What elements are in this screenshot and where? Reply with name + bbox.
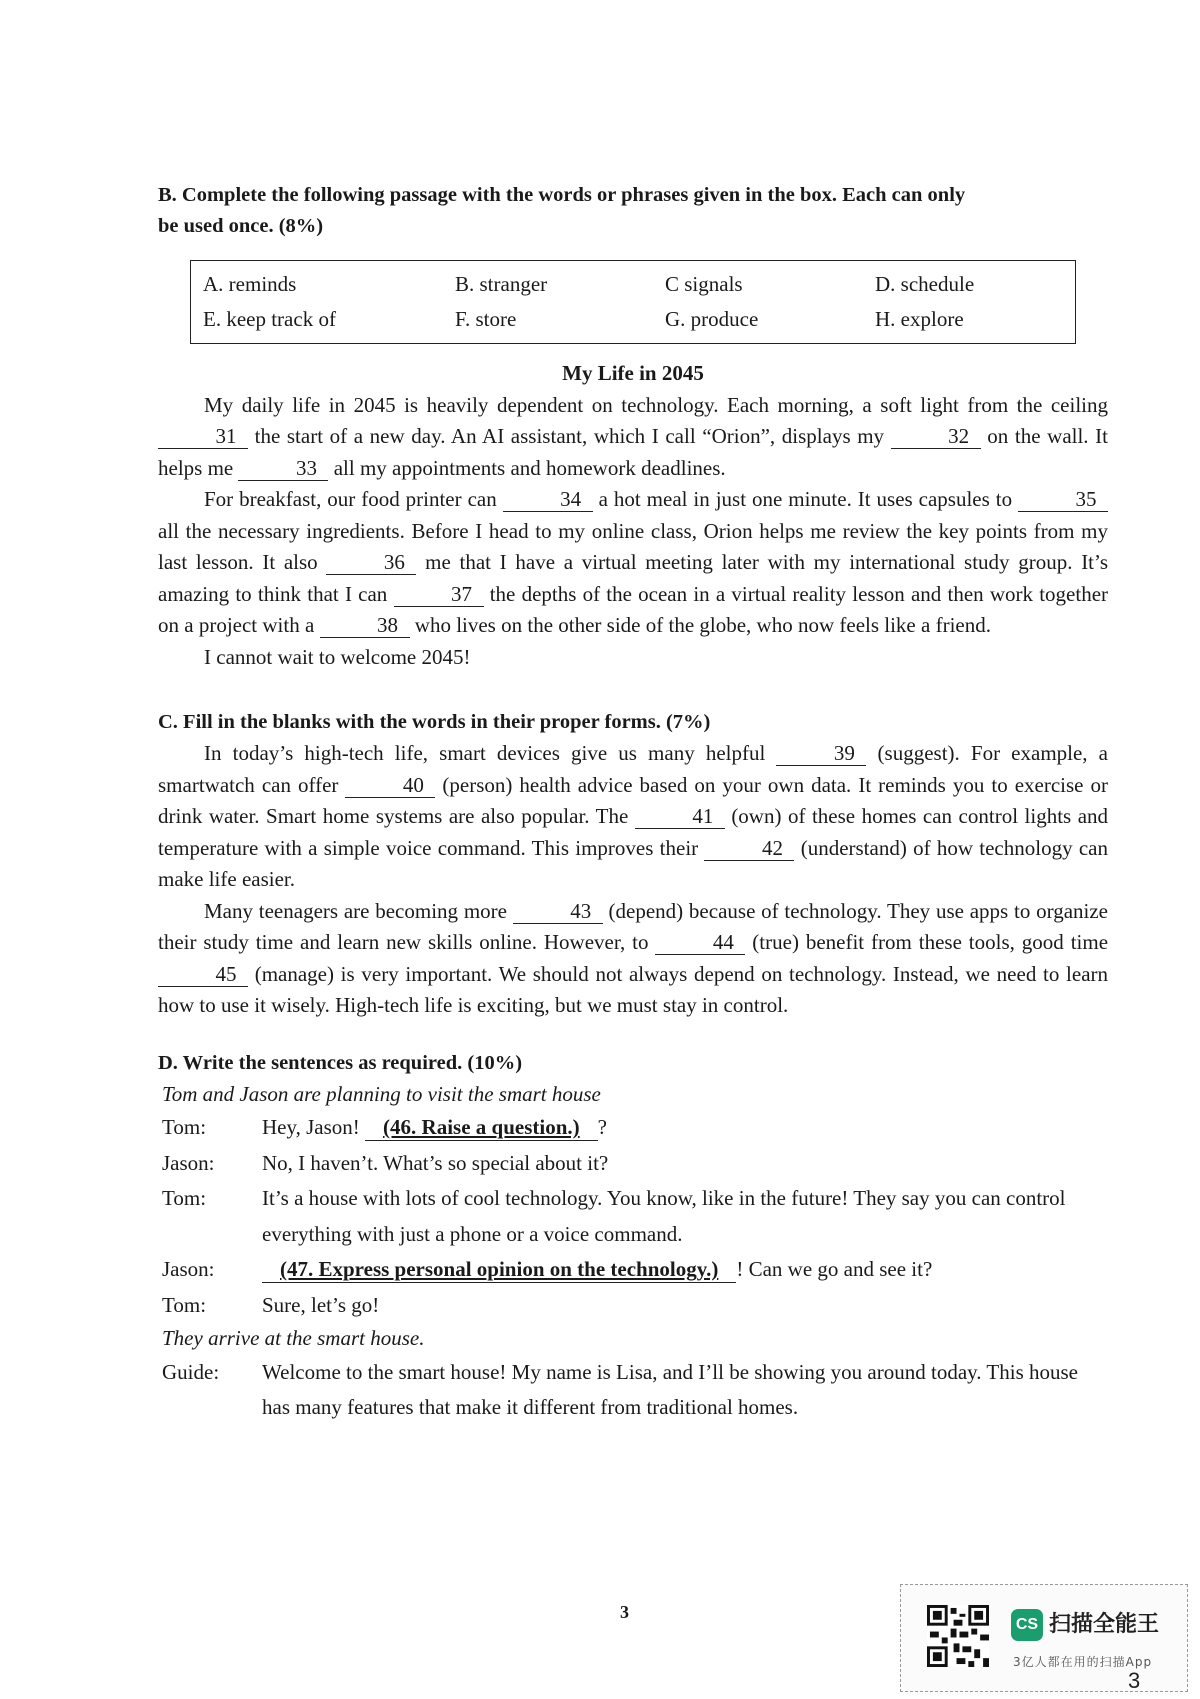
passage-text: who lives on the other side of the globe, who now feels like a friend.: [414, 613, 991, 637]
passage-text: all the necessary ingredients. Before I head to my online class, Orion helps me review the key points from my last lesson. It also: [158, 518, 1108, 574]
passage-text: In today’s high-tech life, smart devices give us many helpful: [204, 741, 766, 765]
word-options-box: [190, 260, 1076, 344]
passage-text: (own) of these homes can control lights and temperature with a simple voice command. This improves their: [158, 804, 1109, 860]
scene-direction-2: They arrive at the smart house.: [162, 1326, 425, 1350]
section-c-heading: C. Fill in the blanks with the words in their proper forms. (7%): [158, 711, 711, 733]
passage-text: My daily life in 2045 is heavily dependent on technology. Each morning, a soft light from the ceiling: [204, 392, 1108, 417]
blank-39: 39: [776, 741, 866, 766]
passage-paragraph-2: [158, 484, 1108, 642]
section-b-heading-line2: be used once. (8%): [158, 215, 324, 237]
section-d-heading: D. Write the sentences as required. (10%): [158, 1051, 523, 1074]
passage-text: all my appointments and homework deadlines.: [333, 455, 726, 480]
option-c: C signals: [665, 272, 743, 296]
blank-33: 33: [238, 456, 328, 481]
prompt-46-text: (46. Raise a question.): [383, 1115, 580, 1139]
blank-31: 31: [158, 424, 248, 449]
blank-36: 36: [326, 550, 416, 575]
prompt-46: [365, 1114, 598, 1141]
section-b-heading: [158, 180, 1108, 242]
section-d: [158, 1048, 1108, 1426]
blank-34: 34: [503, 487, 593, 512]
dialogue-line: It’s a house with lots of cool technology. You know, like in the future! They say you can control everything with just a phone or a voice command.: [262, 1186, 1066, 1246]
dialogue: [162, 1110, 1108, 1323]
passage-text: me that I have a virtual meeting later with my international study group. It’s amazing to think that I can: [158, 550, 1109, 606]
passage-text: (suggest). For example, a smartwatch can offer: [158, 741, 1108, 797]
speaker-label: Guide:: [162, 1359, 220, 1384]
blank-40: 40: [345, 773, 435, 798]
dialogue-line-47: [262, 1252, 1108, 1288]
page-number: 3: [620, 1602, 629, 1622]
dialogue-line-46: [262, 1110, 1108, 1146]
qr-code-icon: [927, 1605, 989, 1667]
section-c-paragraph-2: [158, 896, 1108, 1022]
option-f: F. store: [455, 307, 517, 331]
passage-text: (person) health advice based on your own data. It reminds you to exercise or drink water. Smart home systems are also popular. The: [158, 772, 1108, 828]
speaker-label: Tom:: [162, 1292, 207, 1317]
passage-paragraph-1: [158, 390, 1108, 485]
blank-43: 43: [513, 899, 603, 924]
blank-44: 44: [655, 930, 745, 955]
option-a: A. reminds: [203, 272, 297, 296]
prompt-47: [262, 1256, 736, 1283]
dialogue-text: ! Can we go and see it?: [736, 1257, 933, 1281]
dialogue-line: No, I haven’t. What’s so special about it?: [262, 1150, 609, 1175]
passage-text: Many teenagers are becoming more: [204, 898, 507, 923]
blank-35: 35: [1018, 487, 1108, 512]
section-c: [158, 707, 1108, 1022]
blank-41: 41: [635, 804, 725, 829]
option-b: B. stranger: [455, 272, 548, 296]
blank-38: 38: [320, 613, 410, 638]
passage-text: (depend) because of technology. They use apps to organize their study time and learn new skills online. However, to: [158, 898, 1109, 954]
guide-dialogue: [162, 1355, 1108, 1426]
blank-37: 37: [394, 582, 484, 607]
dialogue-line: Sure, let’s go!: [262, 1292, 380, 1317]
speaker-label: Tom:: [162, 1115, 207, 1139]
dialogue-text: ?: [597, 1115, 607, 1139]
passage-text: on the wall. It helps me: [158, 424, 1108, 480]
passage-paragraph-3: I cannot wait to welcome 2045!: [204, 644, 471, 669]
speaker-label: Tom:: [162, 1186, 207, 1210]
passage-text: (true) benefit from these tools, good time: [752, 930, 1109, 954]
passage-text: the depths of the ocean in a virtual reality lesson and then work together on a project with a: [158, 581, 1109, 637]
scene-direction-1: Tom and Jason are planning to visit the smart house: [162, 1081, 601, 1106]
passage-text: (manage) is very important. We should not always depend on technology. Instead, we need to learn how to use it wisely. High-tech life is exciting, but we must stay in control.: [158, 961, 1109, 1017]
prompt-47-text: (47. Express personal opinion on the technology.): [280, 1257, 719, 1281]
option-h: H. explore: [875, 307, 964, 331]
scanner-app-tagline: 3亿人都在用的扫描App: [1013, 1655, 1153, 1669]
passage-text: (understand) of how technology can make life easier.: [158, 835, 1108, 891]
dialogue-text: Hey, Jason!: [262, 1115, 360, 1139]
option-e: E. keep track of: [203, 307, 336, 331]
passage-text: For breakfast, our food printer can: [204, 487, 497, 511]
guide-line: Welcome to the smart house! My name is Lisa, and I’ll be showing you around today. This house has many features that make it different from traditional homes.: [262, 1359, 1078, 1419]
passage-title: My Life in 2045: [562, 361, 704, 385]
page-content: [158, 180, 1108, 1426]
passage-text: the start of a new day. An AI assistant, which I call “Orion”, displays my: [254, 424, 885, 448]
scanner-watermark: [900, 1584, 1188, 1692]
blank-45: 45: [158, 962, 248, 987]
blank-32: 32: [891, 424, 981, 449]
blank-42: 42: [704, 836, 794, 861]
camscanner-logo-icon: CS: [1011, 1609, 1043, 1641]
section-b-heading-line1: B. Complete the following passage with the words or phrases given in the box. Each can only: [158, 184, 966, 206]
option-g: G. produce: [665, 307, 759, 331]
speaker-label: Jason:: [162, 1257, 215, 1281]
option-d: D. schedule: [875, 272, 975, 296]
passage-text: a hot meal in just one minute. It uses capsules to: [598, 487, 1013, 511]
section-c-paragraph-1: [158, 738, 1108, 896]
corner-page-number: 3: [1128, 1668, 1141, 1693]
speaker-label: Jason:: [162, 1150, 215, 1175]
scanner-app-name: 扫描全能王: [1049, 1612, 1160, 1637]
